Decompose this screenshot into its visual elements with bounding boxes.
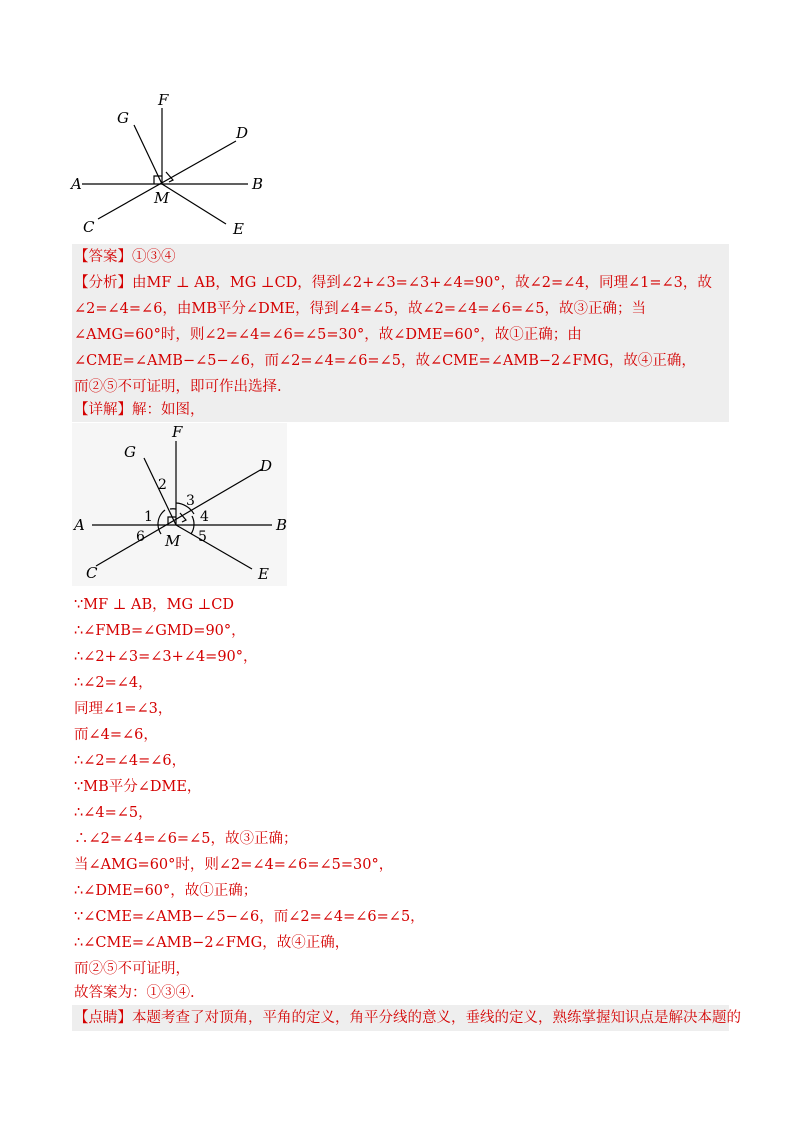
label-a: A [74, 516, 85, 534]
label-a: A [71, 175, 82, 193]
line-cd [96, 469, 262, 566]
step-6: 而∠4=∠6， [74, 727, 158, 743]
step-12: ∴∠DME=60°，故①正确； [74, 883, 258, 899]
label-m: M [165, 532, 181, 550]
analysis-line-3: ∠AMG=60°时，则∠2=∠4=∠6=∠5=30°，故∠DME=60°，故①正确；由 [74, 327, 582, 343]
geometry-figure-1 [68, 92, 278, 242]
analysis-line-2: ∠2=∠4=∠6，由MB平分∠DME，得到∠4=∠5，故∠2=∠4=∠6=∠5，故③正确；当 [74, 301, 646, 317]
step-14: ∴∠CME=∠AMB−2∠FMG，故④正确， [74, 935, 350, 951]
angle-arc-4 [192, 516, 194, 525]
angle-arc-1 [158, 510, 165, 525]
detail-intro: 解：如图， [132, 402, 205, 418]
analysis-line-1 [74, 270, 712, 296]
label-f: F [172, 423, 183, 441]
analysis-tag: 【分析】 [74, 275, 132, 291]
analysis-line-4: ∠CME=∠AMB−∠5−∠6，而∠2=∠4=∠6=∠5，故∠CME=∠AMB−2∠FMG，故④正确， [74, 353, 696, 369]
comment-text: 本题考查了对顶角，平角的定义，角平分线的意义，垂线的定义，熟练掌握知识点是解决本题的 [132, 1010, 741, 1026]
angle-label-5: 5 [198, 529, 207, 545]
geometry-figure-2 [72, 423, 287, 586]
answer-text: ①③④ [132, 249, 176, 265]
label-g: G [117, 109, 129, 127]
step-16: 故答案为：①③④. [74, 985, 195, 1001]
label-m: M [154, 189, 170, 207]
comment-line [74, 1005, 741, 1031]
label-d: D [260, 457, 273, 475]
step-1: ∵MF ⊥ AB，MG ⊥CD [74, 597, 235, 613]
answer-line [74, 244, 176, 270]
line-cd [98, 141, 236, 219]
label-e: E [258, 565, 269, 583]
step-7: ∴∠2=∠4=∠6， [74, 753, 187, 769]
comment-tag: 【点睛】 [74, 1010, 132, 1026]
label-g: G [124, 443, 136, 461]
angle-label-6: 6 [136, 529, 145, 545]
answer-tag: 【答案】 [74, 249, 132, 265]
step-8: ∵MB平分∠DME， [74, 779, 202, 795]
step-5: 同理∠1=∠3， [74, 701, 173, 717]
ray-mg [134, 125, 162, 184]
angle-label-1: 1 [144, 509, 153, 525]
step-11: 当∠AMG=60°时，则∠2=∠4=∠6=∠5=30°， [74, 857, 394, 873]
step-10: ∴∠2=∠4=∠6=∠5，故③正确； [74, 831, 298, 847]
analysis-text: 由MF ⊥ AB，MG ⊥CD，得到∠2+∠3=∠3+∠4=90°，故∠2=∠4，同理∠1=∠3，故 [132, 275, 712, 291]
step-3: ∴∠2+∠3=∠3+∠4=90°， [74, 649, 258, 665]
detail-tag: 【详解】 [74, 402, 132, 418]
step-4: ∴∠2=∠4， [74, 675, 153, 691]
step-9: ∴∠4=∠5， [74, 805, 153, 821]
label-b: B [252, 175, 264, 193]
angle-arc-5 [191, 525, 194, 534]
detail-line [74, 397, 205, 423]
angle-label-4: 4 [200, 509, 209, 525]
step-13: ∵∠CME=∠AMB−∠5−∠6，而∠2=∠4=∠6=∠5， [74, 909, 425, 925]
label-e: E [233, 220, 244, 238]
ray-me [162, 184, 226, 224]
label-c: C [83, 218, 95, 236]
angle-label-3: 3 [186, 493, 195, 509]
analysis-line-5: 而②⑤不可证明，即可作出选择. [74, 379, 282, 395]
label-f: F [158, 92, 169, 109]
step-2: ∴∠FMB=∠GMD=90°， [74, 623, 246, 639]
label-c: C [86, 564, 98, 582]
ray-me [176, 525, 252, 569]
step-15: 而②⑤不可证明， [74, 961, 190, 977]
label-d: D [236, 124, 249, 142]
angle-label-2: 2 [158, 477, 167, 493]
label-b: B [276, 516, 287, 534]
